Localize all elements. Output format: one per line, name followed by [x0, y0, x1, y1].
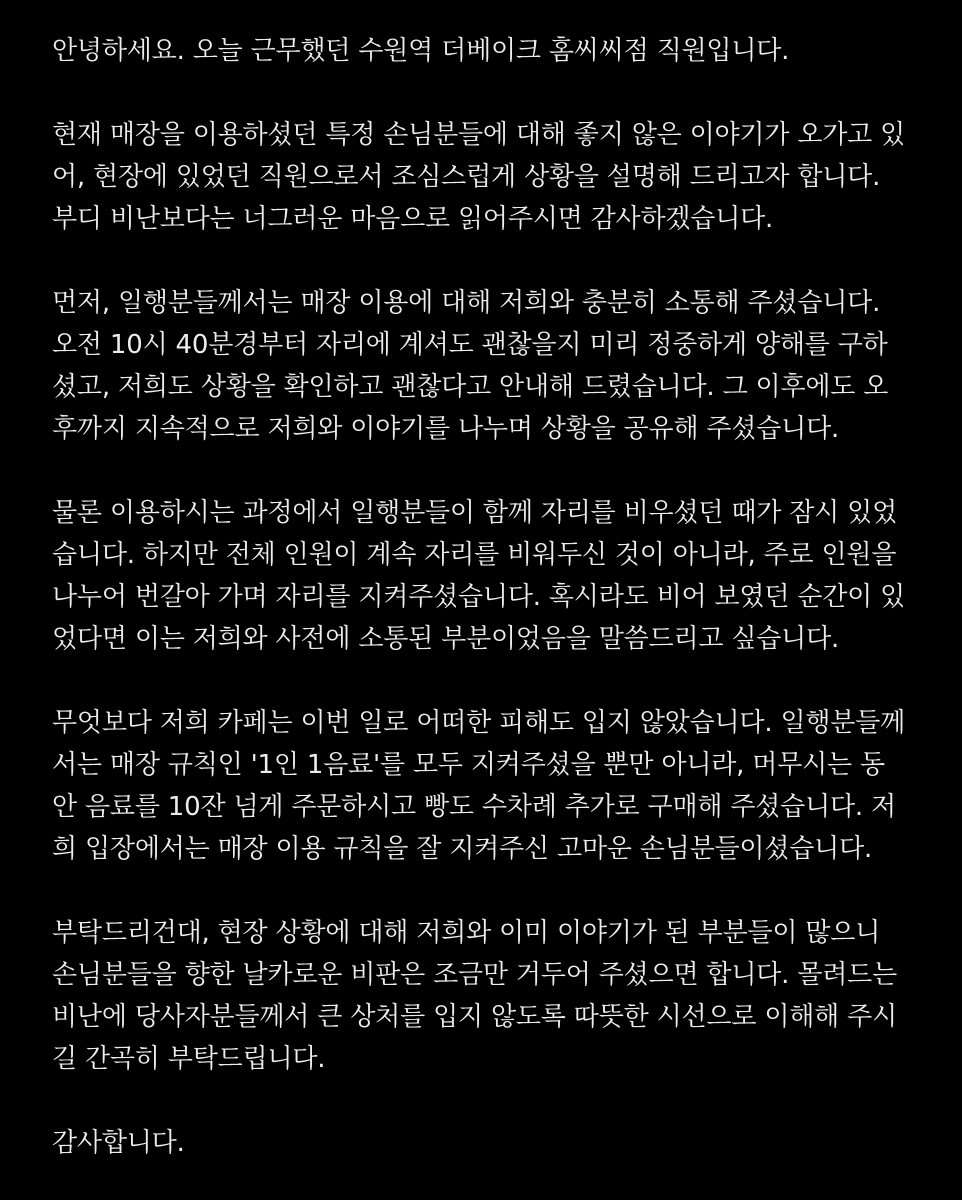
- request-paragraph: 부탁드리건대, 현장 상황에 대해 저희와 이미 이야기가 된 부분들이 많으니 손님분들을 향한 날카로운 비판은 조금만 거두어 주셨으면 합니다. 몰려드는 비난에 당사자분들께서 큰 상처를 입지 않도록 따뜻한 시선으로 이해해 주시 길 간곡히 부탁드립니다.: [52, 918, 897, 1074]
- notice-text: [52, 30, 932, 1164]
- greeting-paragraph: 안녕하세요. 오늘 근무했던 수원역 더베이크 홈씨씨점 직원입니다.: [52, 36, 790, 66]
- communication-paragraph: 먼저, 일행분들께서는 매장 이용에 대해 저희와 충분히 소통해 주셨습니다. 오전 10시 40분경부터 자리에 계셔도 괜찮을지 미리 정중하게 양해를 구하 셨고, 저희도 상황을 확인하고 괜찮다고 안내해 드렸습니다. 그 이후에도 오 후까지 지속적으로 저희와 이야기를 나누며 상황을 공유해 주셨습니다.: [52, 288, 889, 444]
- no-damage-paragraph: 무엇보다 저희 카페는 이번 일로 어떠한 피해도 입지 않았습니다. 일행분들께 서는 매장 규칙인 '1인 1음료'를 모두 지켜주셨을 뿐만 아니라, 머무시는 동 안 음료를 10잔 넘게 주문하시고 빵도 수차례 추가로 구매해 주셨습니다. 저 희 입장에서는 매장 이용 규칙을 잘 지켜주신 고마운 손님분들이셨습니다.: [52, 708, 906, 864]
- closing-paragraph: 감사합니다.: [52, 1128, 185, 1158]
- situation-paragraph: 현재 매장을 이용하셨던 특정 손님분들에 대해 좋지 않은 이야기가 오가고 있 어, 현장에 있었던 직원으로서 조심스럽게 상황을 설명해 드리고자 합니다. 부디 비난보다는 너그러운 마음으로 읽어주시면 감사하겠습니다.: [52, 120, 906, 234]
- seating-paragraph: 물론 이용하시는 과정에서 일행분들이 함께 자리를 비우셨던 때가 잠시 있었 습니다. 하지만 전체 인원이 계속 자리를 비워두신 것이 아니라, 주로 인원을 나누어 번갈아 가며 자리를 지켜주셨습니다. 혹시라도 비어 보였던 순간이 있 었다면 이는 저희와 사전에 소통된 부분이었음을 말씀드리고 싶습니다.: [52, 498, 906, 654]
